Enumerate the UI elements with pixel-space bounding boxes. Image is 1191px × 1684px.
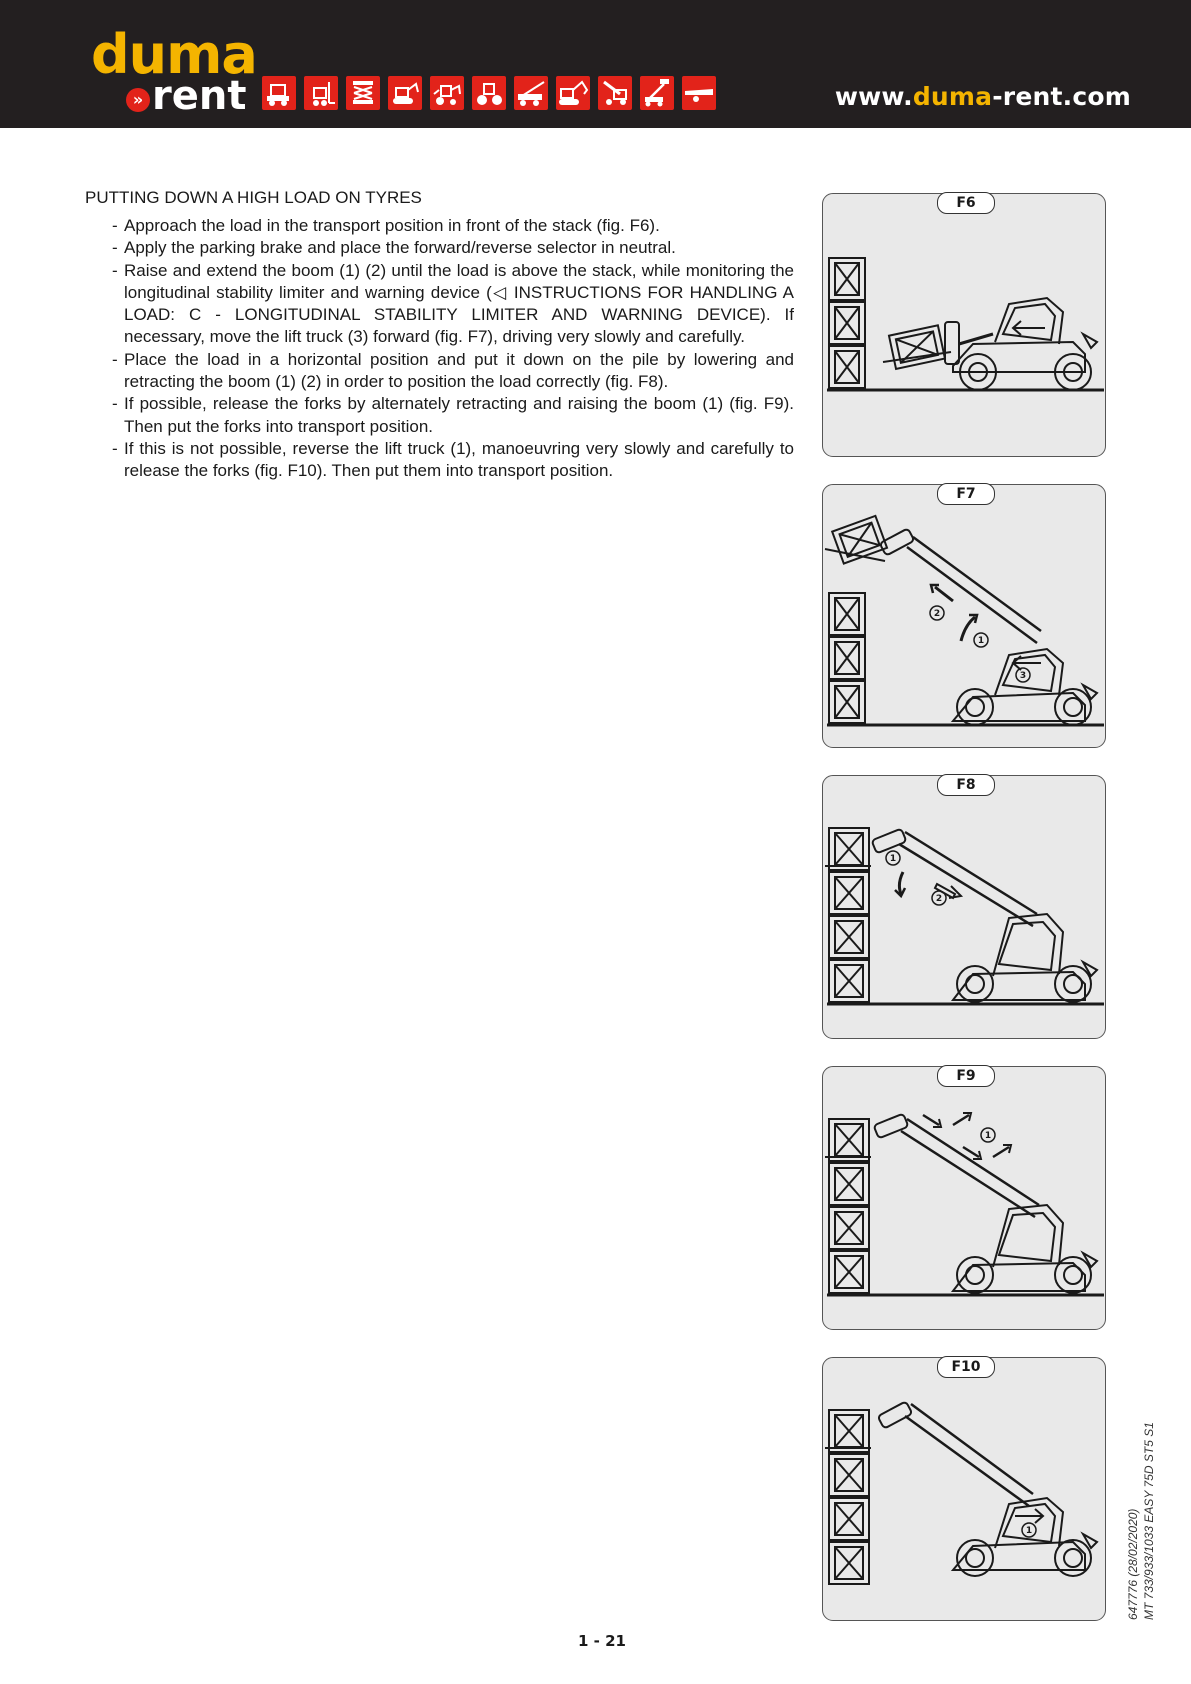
scissor-lift-icon (346, 76, 380, 110)
step-text: Place the load in a horizontal position and put it down on the pile by lowering and retracting the boom (1) (2) in order to position the load correctly (fig. F8). (124, 349, 794, 392)
figure-f9-drawing (823, 1067, 1104, 1328)
figure-f8 (822, 775, 1106, 1039)
figure-label: F7 (937, 483, 995, 505)
trailer-icon (682, 76, 716, 110)
marker-1: 1 (1025, 1526, 1033, 1536)
figure-f7 (822, 484, 1106, 748)
logo-duma-text: duma (91, 23, 257, 86)
figure-f8-drawing (823, 776, 1104, 1037)
figure-f6 (822, 193, 1106, 457)
marker-3: 3 (1019, 671, 1027, 681)
header-bar (0, 0, 1191, 128)
step-text: Approach the load in the transport position in front of the stack (fig. F6). (124, 216, 660, 235)
figure-label: F8 (937, 774, 995, 796)
step-item: - If this is not possible, reverse the lift truck (1), manoeuvring very slowly and carefully to release the forks (fig. F10). Then put them into transport position. (112, 438, 794, 481)
website-prefix: www. (834, 82, 913, 111)
step-item: - Apply the parking brake and place the forward/reverse selector in neutral. (112, 238, 676, 258)
website-url[interactable] (835, 82, 1131, 111)
step-item: - Raise and extend the boom (1) (2) until the load is above the stack, while monitoring the longitudinal stability limiter and warning device (◁ INSTRUCTIONS FOR HANDLING A LOAD: C - LONGITUDINAL STABILITY LIMITER AND WARNING DEVICE). If necessary, move the lift truck (3) forward (fig. F7), driving very slowly and carefully. (112, 260, 794, 347)
excavator-icon (556, 76, 590, 110)
step-item: - If possible, release the forks by alternately retracting and raising the boom (1) (fig. F9). Then put the forks into transport position. (112, 394, 794, 436)
step-text: Raise and extend the boom (1) (2) until the load is above the stack, while monitoring the longitudinal stability limiter and warning device (◁ INSTRUCTIONS FOR HANDLING A LOAD: C - LONGITUDINAL STABILITY LIMITER AND WARNING DEVICE). If necessary, move the lift truck (3) forward (fig. F7), driving very slowly and carefully. (124, 260, 794, 347)
website-suffix: -rent.com (992, 82, 1131, 111)
forklift-icon (304, 76, 338, 110)
figure-label: F10 (937, 1356, 995, 1378)
compactor-icon (472, 76, 506, 110)
figure-f9 (822, 1066, 1106, 1330)
figure-label: F6 (937, 192, 995, 214)
doc-models: MT 733/933/1033 EASY 75D ST5 S1 (1142, 1422, 1156, 1620)
marker-1: 1 (889, 854, 897, 864)
figure-f7-drawing (823, 485, 1104, 746)
figure-label: F9 (937, 1065, 995, 1087)
website-brand: duma (912, 82, 993, 111)
section-title: PUTTING DOWN A HIGH LOAD ON TYRES (85, 188, 422, 207)
marker-1: 1 (977, 636, 985, 646)
skid-steer-icon (262, 76, 296, 110)
doc-ref-number: 647776 (28/02/2020) (1126, 1508, 1140, 1620)
step-item: - Place the load in a horizontal position and put it down on the pile by lowering and retracting the boom (1) (2) in order to position the load correctly (fig. F8). (112, 349, 794, 392)
step-list (112, 215, 794, 483)
step-text: If possible, release the forks by alternately retracting and raising the boom (1) (fig. F9). Then put the forks into transport position. (124, 394, 794, 436)
mini-excavator-icon (388, 76, 422, 110)
logo-rent-text: rent (152, 73, 247, 119)
figure-f10-drawing (823, 1358, 1104, 1619)
boom-lift-icon (640, 76, 674, 110)
figure-f6-drawing (823, 194, 1104, 455)
marker-1: 1 (984, 1131, 992, 1141)
step-text: Apply the parking brake and place the forward/reverse selector in neutral. (124, 238, 676, 258)
logo-arrow-icon: » (126, 88, 150, 112)
truck-crane-icon (514, 76, 548, 110)
backhoe-icon (430, 76, 464, 110)
step-item: - Approach the load in the transport position in front of the stack (fig. F6). (112, 216, 660, 235)
telehandler-icon (598, 76, 632, 110)
page-number: 1 - 21 (578, 1632, 626, 1650)
marker-2: 2 (933, 609, 941, 619)
step-text: If this is not possible, reverse the lift truck (1), manoeuvring very slowly and carefully to release the forks (fig. F10). Then put them into transport position. (124, 438, 794, 481)
document-reference (1125, 1320, 1165, 1620)
marker-2: 2 (935, 894, 943, 904)
figure-f10 (822, 1357, 1106, 1621)
